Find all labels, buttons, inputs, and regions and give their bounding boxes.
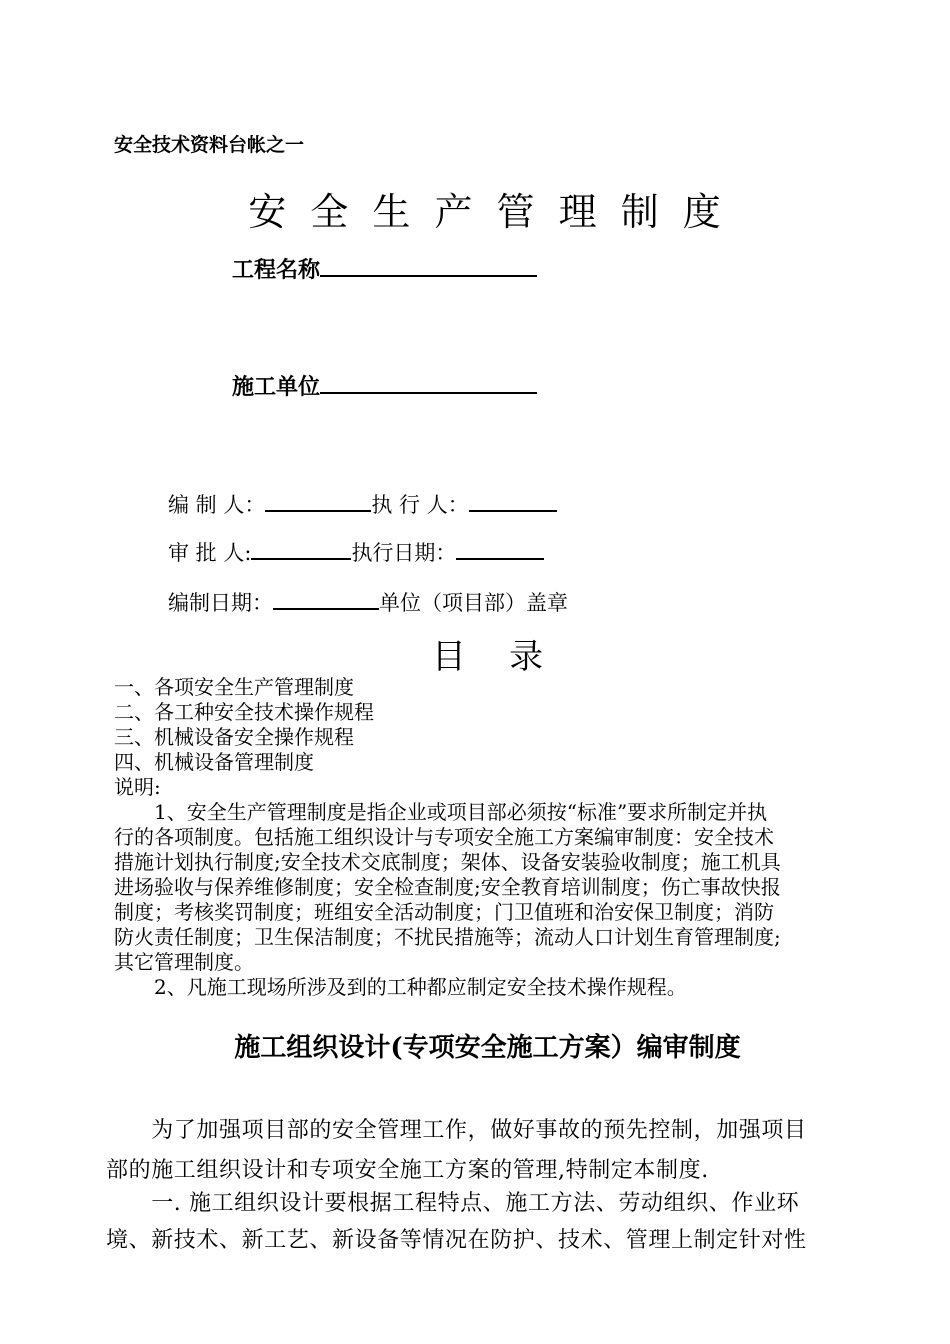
approver-label: 审 批 人: — [168, 541, 252, 565]
sign-row-3 — [168, 586, 568, 617]
executor-label: 执 行 人： — [371, 493, 469, 517]
section-line-1: 为了加强项目部的安全管理工作，做好事故的预先控制，加强项目 — [106, 1118, 807, 1143]
notes-line-8: 2、凡施工现场所涉及到的工种都应制定安全技术操作规程。 — [114, 975, 687, 999]
header-tag: 安全技术资料台帐之一 — [114, 134, 305, 156]
sign-row-2 — [168, 536, 544, 567]
toc-title: 目 录 — [431, 637, 544, 677]
section-title: 施工组织设计(专项安全施工方案）编审制度 — [234, 1033, 741, 1063]
toc-item-4: 四、机械设备管理制度 — [114, 750, 314, 774]
executor-field[interactable] — [469, 488, 557, 512]
notes-line-4: 进场验收与保养维修制度；安全检查制度;安全教育培训制度；伤亡事故快报 — [114, 875, 781, 899]
approver-field[interactable] — [251, 536, 351, 560]
compiler-label: 编 制 人： — [168, 493, 266, 517]
sign-row-1 — [168, 488, 557, 519]
notes-line-6: 防火责任制度；卫生保洁制度；不扰民措施等；流动人口计划生育管理制度; — [114, 925, 781, 949]
construction-unit-label: 施工单位 — [232, 374, 321, 400]
exec-date-field[interactable] — [456, 536, 544, 560]
section-line-4: 境、新技术、新工艺、新设备等情况在防护、技术、管理上制定针对性 — [106, 1228, 807, 1253]
notes-line-7: 其它管理制度。 — [114, 950, 254, 974]
seal-label: 单位（项目部）盖章 — [379, 591, 568, 615]
project-name-row — [232, 253, 537, 284]
project-name-label: 工程名称 — [232, 257, 321, 283]
construction-unit-field[interactable] — [320, 370, 537, 394]
compiler-field[interactable] — [265, 488, 371, 512]
exec-date-label: 执行日期： — [351, 541, 457, 565]
toc-item-3: 三、机械设备安全操作规程 — [114, 725, 354, 749]
toc-item-2: 二、各工种安全技术操作规程 — [114, 700, 374, 724]
project-name-field[interactable] — [320, 253, 537, 277]
toc-item-1: 一、各项安全生产管理制度 — [114, 675, 354, 699]
notes-line-1: 1、安全生产管理制度是指企业或项目部必须按“标准”要求所制定并执 — [114, 800, 768, 824]
main-title: 安 全 生 产 管 理 制 度 — [248, 190, 727, 234]
compile-date-label: 编制日期： — [168, 591, 273, 615]
compile-date-field[interactable] — [273, 586, 379, 610]
construction-unit-row — [232, 370, 537, 401]
notes-line-3: 措施计划执行制度;安全技术交底制度；架体、设备安装验收制度；施工机具 — [114, 850, 781, 874]
notes-label: 说明: — [114, 775, 161, 799]
notes-line-5: 制度；考核奖罚制度；班组安全活动制度；门卫值班和治安保卫制度；消防 — [114, 900, 774, 924]
notes-line-2: 行的各项制度。包括施工组织设计与专项安全施工方案编审制度：安全技术 — [114, 825, 774, 849]
section-line-2: 部的施工组织设计和专项安全施工方案的管理,特制定本制度. — [106, 1158, 709, 1183]
section-line-3: 一. 施工组织设计要根据工程特点、施工方法、劳动组织、作业环 — [106, 1191, 800, 1216]
